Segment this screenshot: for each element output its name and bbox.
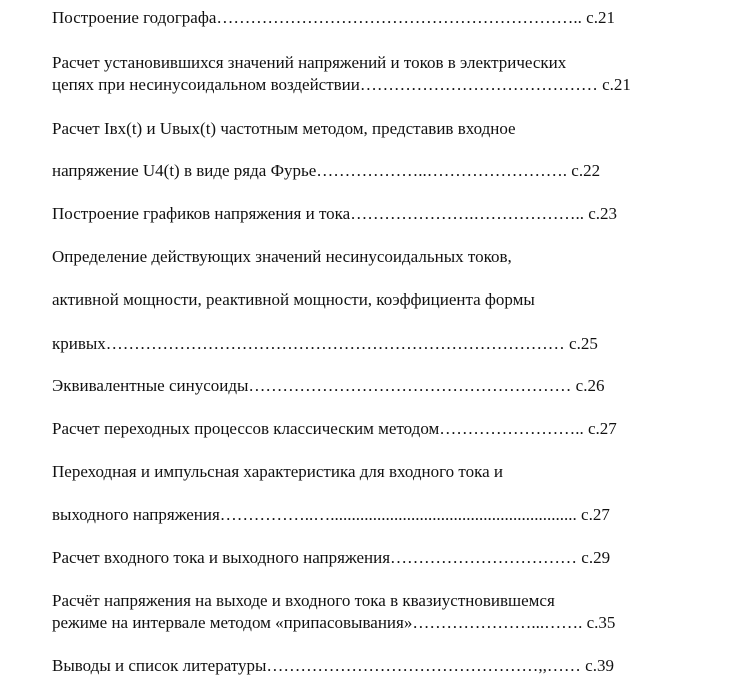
toc-line: Эквивалентные синусоиды………………………………………………… с.26 bbox=[52, 376, 605, 395]
toc-line: Расчет Iвх(t) и Uвых(t) частотным методом, представив входное bbox=[52, 119, 516, 138]
toc-line: Выводы и список литературы…………………………………………,,…… с.39 bbox=[52, 656, 614, 675]
toc-line: Построение годографа……………………………………………………….. с.21 bbox=[52, 8, 615, 27]
toc-line: режиме на интервале методом «припасовывания»…………………...……. с.35 bbox=[52, 613, 616, 632]
toc-line: Расчет переходных процессов классическим методом…………………….. с.27 bbox=[52, 419, 617, 438]
toc-line: кривых……………………………………………………………………… с.25 bbox=[52, 334, 598, 353]
toc-line: Расчёт напряжения на выходе и входного тока в квазиустновившемся bbox=[52, 591, 555, 610]
toc-line: Переходная и импульсная характеристика для входного тока и bbox=[52, 462, 503, 481]
toc-line: активной мощности, реактивной мощности, коэффициента формы bbox=[52, 290, 535, 309]
toc-line: цепях при несинусоидальном воздействии…………………………………… с.21 bbox=[52, 75, 631, 94]
toc-line: Построение графиков напряжения и тока………………….……………….. с.23 bbox=[52, 204, 617, 223]
toc-line: напряжение U4(t) в виде ряда Фурье………………..……………………. с.22 bbox=[52, 161, 601, 180]
toc-line: выходного напряжения……………..….......................................................... с.27 bbox=[52, 505, 610, 524]
toc-line: Определение действующих значений несинусоидальных токов, bbox=[52, 247, 512, 266]
toc-line: Расчет установившихся значений напряжений и токов в электрических bbox=[52, 53, 567, 72]
toc-line: Расчет входного тока и выходного напряжения…………………………… с.29 bbox=[52, 548, 611, 567]
